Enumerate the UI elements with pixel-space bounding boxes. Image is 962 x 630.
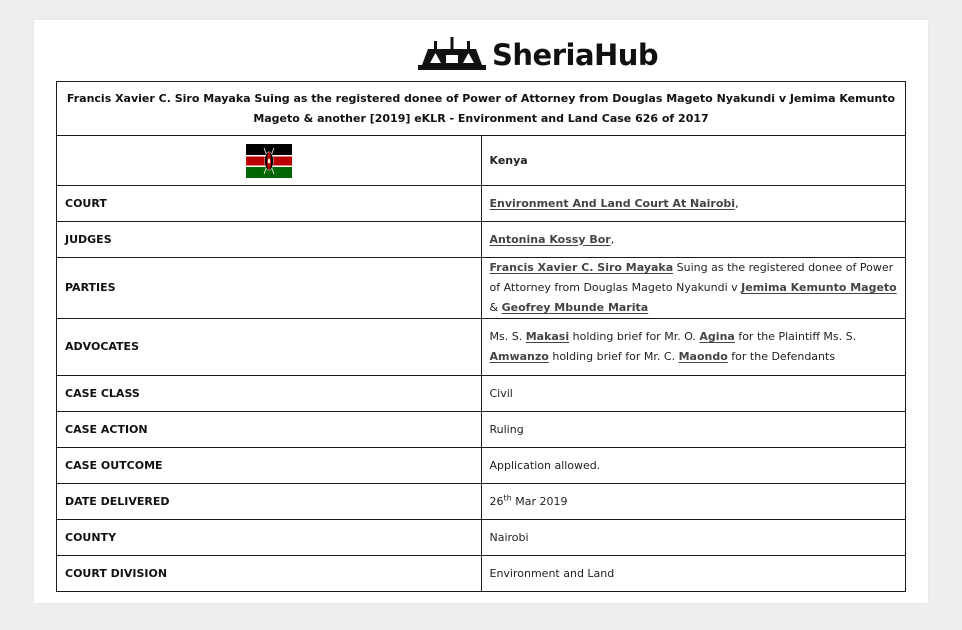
court-link[interactable]: Environment And Land Court At Nairobi [489, 196, 736, 210]
judges-row [57, 222, 906, 258]
advocates-text: for the Plaintiff Ms. S. [734, 330, 857, 343]
advocates-text: Ms. S. [489, 330, 526, 343]
date-ordinal: th [503, 492, 512, 502]
advocates-label: ADVOCATES [57, 319, 482, 376]
case-outcome-row [57, 448, 906, 484]
case-class-label: CASE CLASS [57, 376, 482, 412]
advocate-link-maondo[interactable]: Maondo [678, 350, 728, 363]
sheriahub-logo[interactable] [416, 35, 658, 75]
country-row [57, 136, 906, 186]
court-division-row [57, 556, 906, 592]
kenya-flag-icon [246, 144, 292, 178]
county-label: COUNTY [57, 520, 482, 556]
date-delivered-label: DATE DELIVERED [57, 484, 482, 520]
party-link-plaintiff[interactable]: Francis Xavier C. Siro Mayaka [489, 261, 674, 274]
judges-label: JUDGES [57, 222, 482, 258]
advocates-text: holding brief for Mr. O. [569, 330, 700, 343]
county-row [57, 520, 906, 556]
case-class-row [57, 376, 906, 412]
county-value: Nairobi [481, 520, 906, 556]
judges-value [481, 222, 906, 258]
date-delivered-value [481, 484, 906, 520]
advocates-row [57, 319, 906, 376]
parties-text: Suing as the registered donee of Power of Attorney from Douglas Mageto Nyakundi v [489, 261, 894, 294]
parties-row [57, 258, 906, 319]
scales-of-justice-icon [416, 35, 488, 75]
date-rest: Mar 2019 [511, 494, 568, 508]
court-division-value: Environment and Land [481, 556, 906, 592]
case-details-table [56, 81, 906, 592]
case-title: Francis Xavier C. Siro Mayaka Suing as the registered donee of Power of Attorney from Douglas Mageto Nyakundi v Jemima Kemunto Mageto & another [2019] eKLR - Environment and Land Case 626 of 2017 [57, 82, 906, 136]
flag-cell [57, 136, 482, 186]
court-label: COURT [57, 186, 482, 222]
advocates-value [481, 319, 906, 376]
advocate-link-agina[interactable]: Agina [699, 330, 735, 343]
judges-suffix: , [610, 232, 615, 246]
parties-value [481, 258, 906, 319]
case-outcome-label: CASE OUTCOME [57, 448, 482, 484]
country-name: Kenya [481, 136, 906, 186]
case-action-row [57, 412, 906, 448]
brand-name: SheriaHub [492, 38, 659, 72]
party-link-defendant-2[interactable]: Geofrey Mbunde Marita [501, 301, 649, 314]
court-division-label: COURT DIVISION [57, 556, 482, 592]
advocates-text: holding brief for Mr. C. [548, 350, 679, 363]
advocate-link-amwanzo[interactable]: Amwanzo [489, 350, 549, 363]
parties-separator: & [489, 301, 502, 314]
case-action-value: Ruling [481, 412, 906, 448]
advocate-link-makasi[interactable]: Makasi [525, 330, 570, 343]
case-action-label: CASE ACTION [57, 412, 482, 448]
court-row [57, 186, 906, 222]
date-day: 26 [489, 494, 504, 508]
advocates-text: for the Defendants [727, 350, 836, 363]
parties-label: PARTIES [57, 258, 482, 319]
party-link-defendant-1[interactable]: Jemima Kemunto Mageto [741, 281, 897, 294]
document-card [34, 20, 928, 603]
judge-link[interactable]: Antonina Kossy Bor [489, 232, 611, 246]
date-delivered-row [57, 484, 906, 520]
court-suffix: , [735, 196, 739, 210]
case-outcome-value: Application allowed. [481, 448, 906, 484]
case-class-value: Civil [481, 376, 906, 412]
title-row [57, 82, 906, 136]
court-value [481, 186, 906, 222]
